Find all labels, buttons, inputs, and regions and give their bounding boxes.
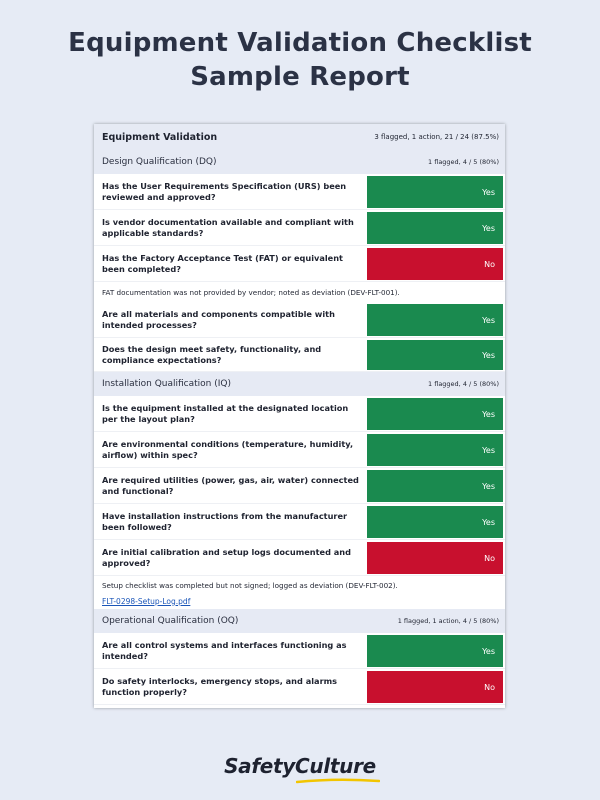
question-row bbox=[94, 338, 505, 372]
answer-yes[interactable]: Yes bbox=[367, 176, 503, 208]
section-header-oq[interactable] bbox=[94, 609, 505, 633]
question-text: Do safety interlocks, emergency stops, and alarms function properly? bbox=[102, 676, 338, 697]
question-row bbox=[94, 174, 505, 210]
answer-yes[interactable]: Yes bbox=[367, 212, 503, 244]
section-score: 1 flagged, 4 / 5 (80%) bbox=[428, 158, 499, 166]
answer-yes[interactable]: Yes bbox=[367, 340, 503, 370]
report-title: Equipment Validation bbox=[102, 131, 218, 143]
page-title-line-1: Equipment Validation Checklist bbox=[68, 28, 532, 58]
report-card bbox=[94, 124, 505, 708]
answer-no[interactable]: No bbox=[367, 248, 503, 280]
question-text: Does the design meet safety, functionality, and compliance expectations? bbox=[102, 344, 322, 365]
report-score: 3 flagged, 1 action, 21 / 24 (87.5%) bbox=[374, 133, 499, 141]
page-title-line-2: Sample Report bbox=[190, 62, 410, 92]
question-row bbox=[94, 432, 505, 468]
section-header-dq[interactable] bbox=[94, 150, 505, 174]
question-row bbox=[94, 302, 505, 338]
question-row bbox=[94, 468, 505, 504]
question-text: Are all control systems and interfaces functioning as intended? bbox=[102, 640, 347, 661]
answer-yes[interactable]: Yes bbox=[367, 470, 503, 502]
question-note bbox=[94, 282, 505, 302]
attachment-link-row bbox=[94, 593, 505, 609]
section-score: 1 flagged, 1 action, 4 / 5 (80%) bbox=[397, 617, 499, 625]
note-text: FAT documentation was not provided by vendor; noted as deviation (DEV-FLT-001). bbox=[102, 287, 400, 297]
question-text: Are all materials and components compatible with intended processes? bbox=[102, 309, 335, 330]
note-text: Setup checklist was completed but not signed; logged as deviation (DEV-FLT-002). bbox=[102, 580, 398, 590]
report-header bbox=[94, 124, 505, 150]
section-header-iq[interactable] bbox=[94, 372, 505, 396]
logo-text: SafetyCulture bbox=[224, 754, 376, 778]
safetyculture-logo bbox=[0, 754, 600, 778]
question-text: Are environmental conditions (temperature, humidity, airflow) within spec? bbox=[102, 439, 354, 460]
question-text: Are initial calibration and setup logs documented and approved? bbox=[102, 547, 351, 568]
answer-yes[interactable]: Yes bbox=[367, 434, 503, 466]
page-title bbox=[0, 26, 600, 94]
question-row bbox=[94, 210, 505, 246]
question-row bbox=[94, 246, 505, 282]
answer-yes[interactable]: Yes bbox=[367, 398, 503, 430]
section-title: Installation Qualification (IQ) bbox=[102, 379, 232, 389]
question-text: Is the equipment installed at the designated location per the layout plan? bbox=[102, 403, 349, 424]
attachment-link[interactable]: FLT-0298-Setup-Log.pdf bbox=[102, 596, 191, 606]
section-title: Operational Qualification (OQ) bbox=[102, 616, 239, 626]
question-text: Has the User Requirements Specification (URS) been reviewed and approved? bbox=[102, 181, 347, 202]
question-row bbox=[94, 540, 505, 576]
answer-no[interactable]: No bbox=[367, 671, 503, 703]
question-text: Are required utilities (power, gas, air, water) connected and functional? bbox=[102, 475, 359, 496]
answer-yes[interactable]: Yes bbox=[367, 506, 503, 538]
section-title: Design Qualification (DQ) bbox=[102, 157, 217, 167]
question-note bbox=[94, 576, 505, 594]
answer-yes[interactable]: Yes bbox=[367, 304, 503, 336]
question-text: Have installation instructions from the manufacturer been followed? bbox=[102, 511, 348, 532]
answer-yes[interactable]: Yes bbox=[367, 635, 503, 667]
question-row bbox=[94, 504, 505, 540]
question-row bbox=[94, 669, 505, 705]
question-row bbox=[94, 396, 505, 432]
question-text: Is vendor documentation available and compliant with applicable standards? bbox=[102, 217, 354, 238]
answer-no[interactable]: No bbox=[367, 542, 503, 574]
question-text: Has the Factory Acceptance Test (FAT) or equivalent been completed? bbox=[102, 253, 343, 274]
question-row bbox=[94, 633, 505, 669]
section-score: 1 flagged, 4 / 5 (80%) bbox=[428, 380, 499, 388]
logo-swoosh-icon bbox=[296, 778, 380, 784]
